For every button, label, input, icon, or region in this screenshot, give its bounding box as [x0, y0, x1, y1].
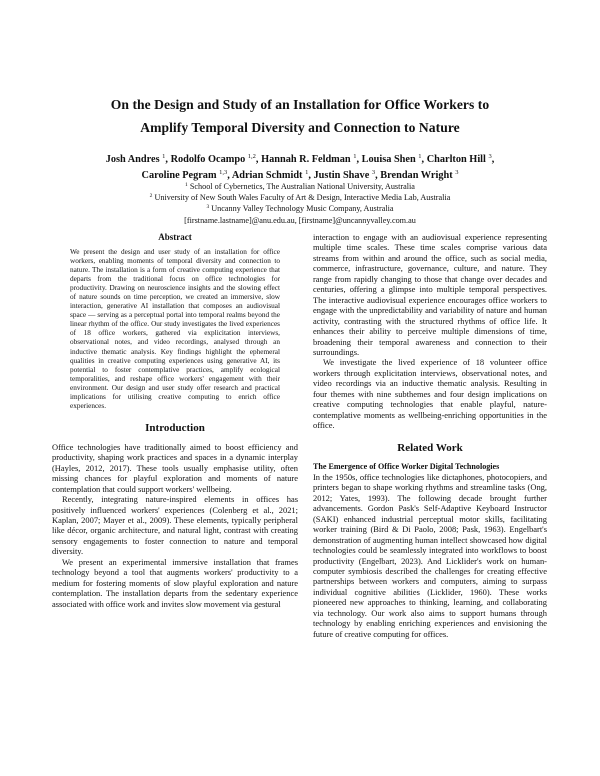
affiliation: $^1$ School of Cybernetics, The Australian National University, Australia	[185, 182, 415, 191]
affiliation-list	[50, 181, 550, 226]
author-list: Josh Andres $^1$, Rodolfo Ocampo $^{1,2}$, Hannah R. Feldman $^1$, Louisa Shen $^1$, Charlton Hill $^3$, Caroline Pegram $^{1,3}$, Adrian Schmidt $^1$, Justin Shave $^3$, Brendan Wright $^3$	[105, 153, 495, 181]
intro-paragraph: Office technologies have traditionally aimed to boost efficiency and productivity, shaping work practices and spaces in a dynamic interplay (Hayles, 2012, 2017). These tools usually emphasise utility, often missing chances for playful exploration and moments of nature contemplation that could support workers' wellbeing.	[52, 441, 298, 494]
author: Adrian Schmidt $^1$	[231, 168, 309, 181]
related-work-subheading: The Emergence of Office Worker Digital Technologies	[313, 461, 500, 471]
abstract-text: We present the design and user study of an installation for office workers, enabling moments of temporal diversity and connection to nature. The installation is a form of creative computing experience that departs from the traditional focus on office technologies for productivity. Drawing on neuroscience insights and the slowing effect of nature sounds on time perception, we created an immersive, slow interaction, generative AI installation that composes an audiovisual space — serving as a perceptual portal into temporal realms beyond the linear rhythm of the office. Our study investigates the lived experiences of 18 office workers, gathered via explicitation interviews, observational notes, and video recordings, analysed through an inductive thematic analysis. Key findings highlight the ephemeral qualities in creative computing experiences using generative AI, its potential to foster contemplative practices, amplify ecological temporalities, and reshape office workers' engagement with their environment. Our design and user study offer research and practical implications for utilising creative computing to enrich office experiences.	[70, 248, 280, 410]
author-emails: [firstname.lastname]@anu.edu.au, [firstname]@uncannyvalley.com.au	[184, 215, 416, 225]
author: Rodolfo Ocampo $^{1,2}$	[170, 153, 256, 165]
intro-paragraph: Recently, integrating nature-inspired elements in offices has positively influenced workers' experiences (Colenberg et al., 2021; Kaplan, 2007; Mayer et al., 2009). These elements, typically peripheral like décor, organic architecture, and natural light, contrast with creating sensory engagements to foster connection to nature and temporal diversity.	[52, 494, 298, 557]
author: Brendan Wright $^3$	[380, 168, 459, 181]
author: Justin Shave $^3$	[313, 168, 376, 181]
author: Charlton Hill $^3$	[426, 153, 492, 165]
abstract-heading: Abstract	[158, 232, 192, 242]
intro-paragraph: We investigate the lived experience of 18 volunteer office workers through explicitation interviews, observational notes, and video recordings via an inductive thematic analysis. Resulting in four themes with nine subthemes and four design implications on creative computing technologies that enable playful, nature-contemplative moments as wellbeing-enriching opportunities in the office.	[313, 357, 547, 431]
author: Josh Andres $^1$	[105, 153, 166, 165]
paper-title	[60, 93, 540, 139]
author: Louisa Shen $^1$	[361, 153, 422, 165]
affiliation: $^3$ Uncanny Valley Technology Music Company, Australia	[206, 204, 394, 214]
introduction-heading: Introduction	[145, 421, 205, 434]
related-work-paragraph: In the 1950s, office technologies like dictaphones, photocopiers, and printers began to shape working rhythms and streamline tasks (Ong, 2012; Yates, 1993). The following decade brought further advancements. Gordon Pask's Self-Adaptive Keyboard Instructor (SAKI) enhanced industrial perceptual motor skills, facilitating worker training (Bird & Di Paolo, 2008; Pask, 1963). Engelbart's demonstration of augmenting human intellect showcased how digital technologies could be seamlessly integrated into workflows to boost productivity (Engelbart, 2023). And Licklider's work on human-computer symbiosis described the challenges for creating effective partnerships between workers and computers, aiming to surpass individual cognitive abilities (Licklider, 1960). These works pioneered new approaches to thinking, learning, and collaborating via technology. Our work also aims to support humans through technology by enabling enriching experiences and envisioning the future of creative computing for offices.	[313, 471, 547, 639]
title-line-2: Amplify Temporal Diversity and Connection to Nature	[140, 120, 460, 135]
right-column	[313, 232, 547, 639]
left-column	[52, 232, 298, 609]
intro-paragraph-continued: interaction to engage with an audiovisual experience representing multiple time scales. These time scales comprise various data streams from within and around the office, such as social media, commerce, infrastructure, governance, culture, and nature. They range from rapidly changing to those that change over decades and centuries, offering a glimpse into multiple temporal perspectives. The interactive audiovisual experience encourages office workers to engage with the unpredictability and variability of nature and human activity, contrasting with the structured rhythms of office life. It enhances their ability to perceive multiple dimensions of time, broadening their temporal awareness and connection to their surroundings.	[313, 232, 547, 357]
title-line-1: On the Design and Study of an Installation for Office Workers to	[110, 97, 490, 112]
intro-paragraph: We present an experimental immersive installation that frames technology beyond a tool that augments workers' productivity to a medium for fostering moments of slow playful exploration and nature contemplation. The installation departs from the sedentary experience associated with office work and invites slow movement via gestural	[52, 556, 298, 609]
affiliation: $^2$ University of New South Wales Faculty of Art & Design, Interactive Media Lab, Australia	[149, 193, 451, 203]
author: Caroline Pegram $^{1,3}$	[141, 168, 228, 181]
related-work-heading: Related Work	[397, 441, 463, 454]
author: Hannah R. Feldman $^1$	[261, 153, 357, 165]
